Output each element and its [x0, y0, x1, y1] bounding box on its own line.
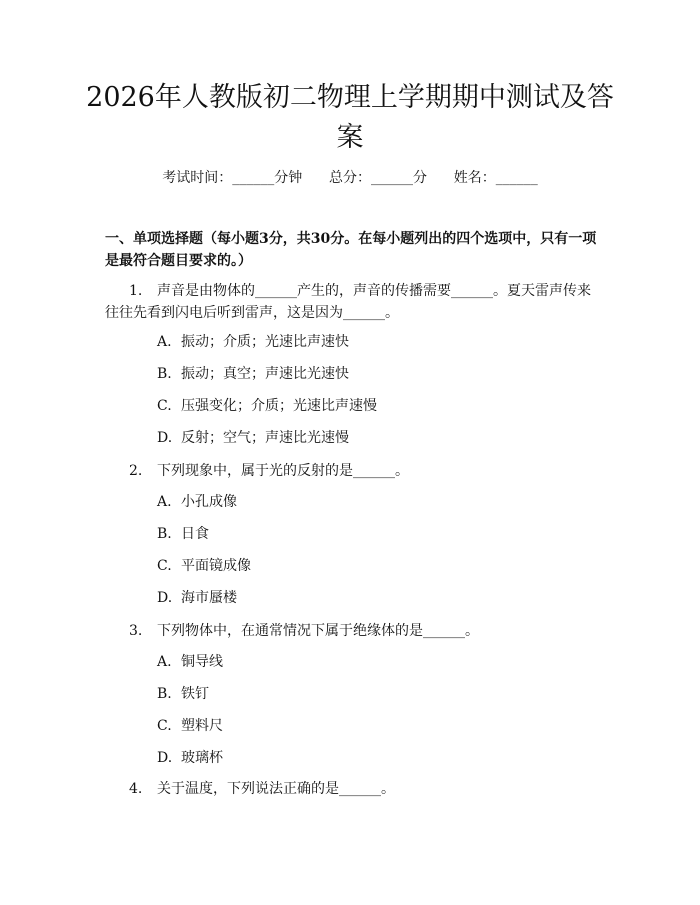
question-text: 关于温度，下列说法正确的是______。	[157, 781, 395, 797]
option-letter: D.	[157, 750, 173, 766]
option-letter: D.	[157, 430, 173, 446]
question-text: 声音是由物体的______产生的，声音的传播需要______。夏天雷声传来往往先看到闪电后听到雷声，这是因为______。	[105, 283, 591, 321]
question-number: 4.	[129, 781, 143, 797]
option-2b	[157, 524, 209, 544]
option-text: 平面镜成像	[181, 558, 251, 574]
option-text: 铜导线	[181, 654, 223, 670]
option-letter: B.	[157, 366, 172, 382]
option-3d	[157, 748, 223, 768]
option-text: 小孔成像	[181, 494, 237, 510]
option-letter: B.	[157, 526, 172, 542]
option-1d	[157, 428, 349, 448]
question-number: 1.	[129, 283, 143, 299]
option-2c	[157, 556, 251, 576]
option-1a	[157, 332, 349, 352]
option-letter: B.	[157, 686, 172, 702]
exam-info-line: 考试时间：______分钟 总分：______分 姓名：______	[162, 170, 538, 186]
question-1	[105, 280, 600, 324]
question-text: 下列物体中，在通常情况下属于绝缘体的是______。	[157, 623, 479, 639]
option-letter: C.	[157, 558, 172, 574]
option-letter: A.	[157, 654, 172, 670]
section-heading: 一、单项选择题（每小题3分，共30分。在每小题列出的四个选项中，只有一项是最符合题目要求的。）	[105, 231, 597, 269]
option-letter: A.	[157, 494, 172, 510]
option-2a	[157, 492, 237, 512]
question-2	[105, 460, 600, 482]
option-text: 反射；空气；声速比光速慢	[181, 430, 349, 446]
option-letter: C.	[157, 398, 172, 414]
option-1c	[157, 396, 377, 416]
option-text: 振动；真空；声速比光速快	[181, 366, 349, 382]
question-number: 2.	[129, 463, 143, 479]
option-text: 玻璃杯	[181, 750, 223, 766]
option-text: 压强变化；介质；光速比声速慢	[181, 398, 377, 414]
page-title: 2026年人教版初二物理上学期期中测试及答案	[86, 82, 614, 153]
option-text: 铁钉	[181, 686, 209, 702]
option-3a	[157, 652, 223, 672]
option-text: 塑料尺	[181, 718, 223, 734]
option-3c	[157, 716, 223, 736]
question-text: 下列现象中，属于光的反射的是______。	[157, 463, 409, 479]
option-letter: C.	[157, 718, 172, 734]
option-letter: A.	[157, 334, 172, 350]
option-1b	[157, 364, 349, 384]
option-3b	[157, 684, 209, 704]
option-text: 日食	[181, 526, 209, 542]
option-text: 振动；介质；光速比声速快	[181, 334, 349, 350]
question-4	[105, 778, 600, 800]
option-2d	[157, 588, 237, 608]
question-number: 3.	[129, 623, 143, 639]
question-3	[105, 620, 600, 642]
option-text: 海市蜃楼	[181, 590, 237, 606]
option-letter: D.	[157, 590, 173, 606]
